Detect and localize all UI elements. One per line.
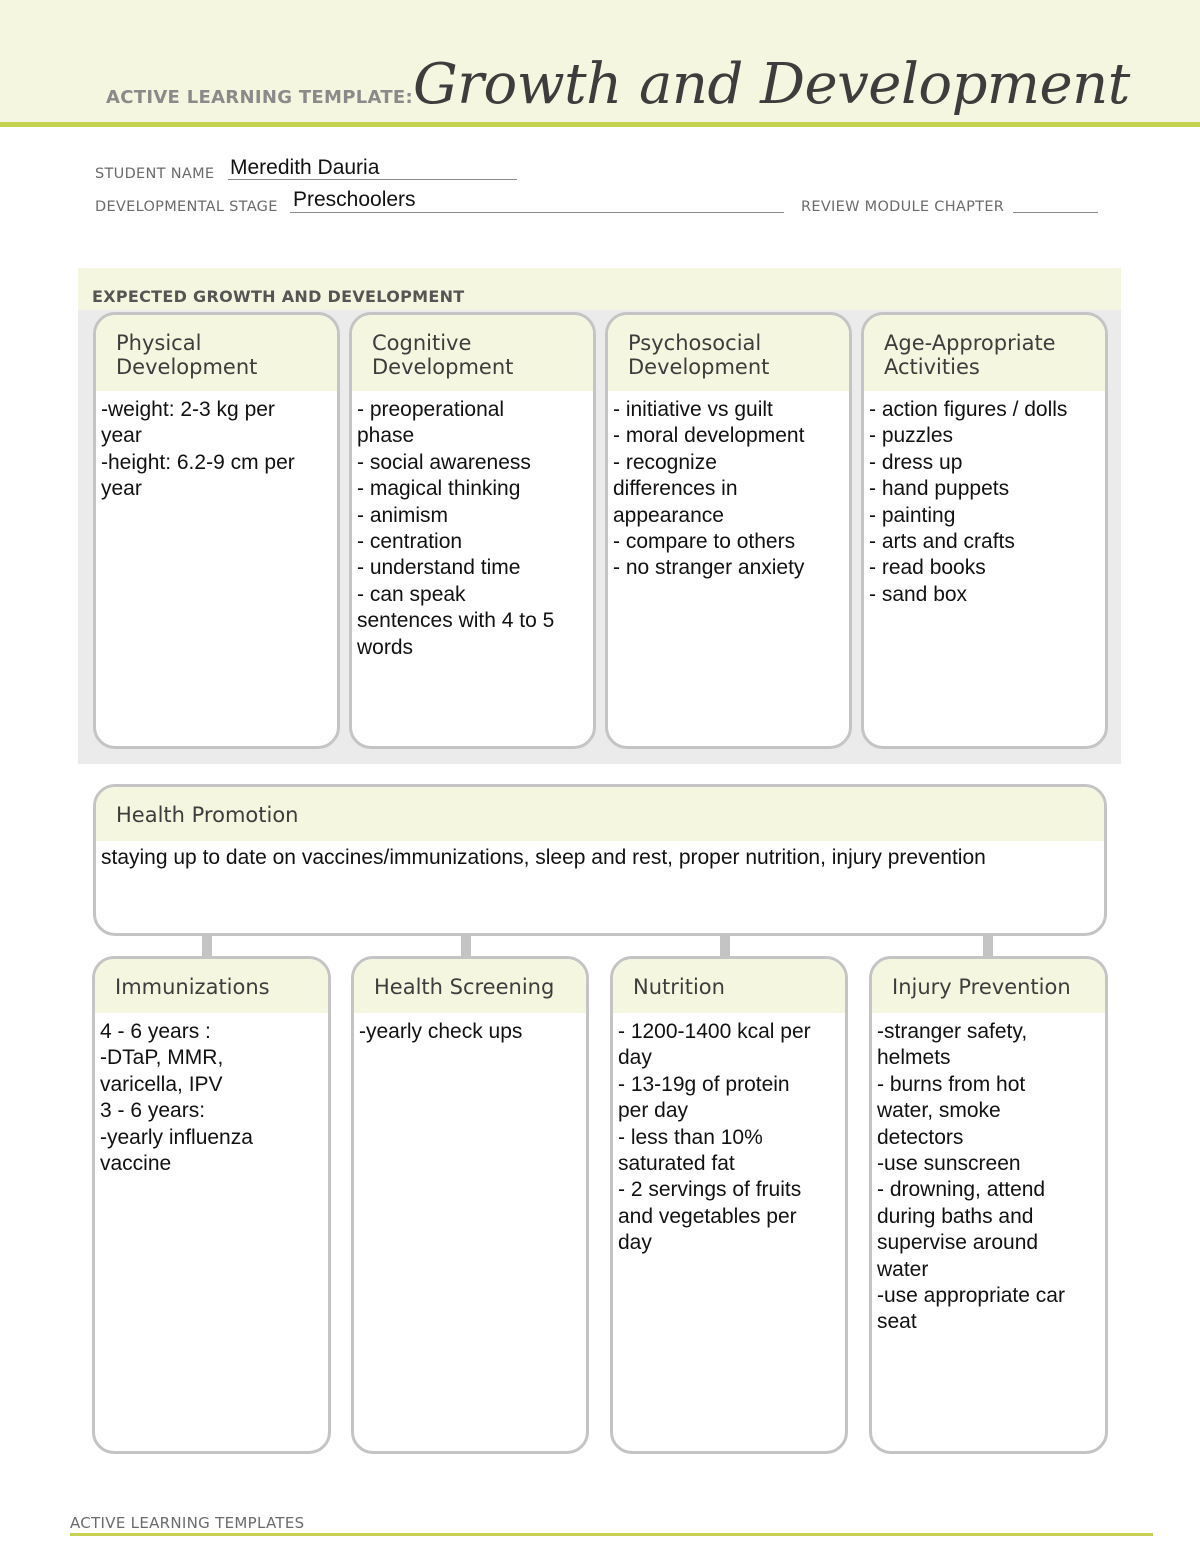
immunizations-box[interactable] <box>92 956 331 1454</box>
physical-development-box[interactable] <box>93 312 340 749</box>
health-screening-box[interactable] <box>351 956 589 1454</box>
nutrition-content[interactable]: - 1200-1400 kcal per day - 13-19g of protein per day - less than 10% saturated fat - 2 servings of fruits and vegetables per day <box>618 1020 811 1255</box>
age-appropriate-activities-box[interactable] <box>861 312 1108 749</box>
student-name-field[interactable]: Meredith Dauria <box>230 156 380 179</box>
age-appropriate-activities-content[interactable]: - action figures / dolls - puzzles - dress up - hand puppets - painting - arts and crafts - read books - sand box <box>869 398 1068 606</box>
expected-growth-title: EXPECTED GROWTH AND DEVELOPMENT <box>92 287 465 306</box>
connector-immunizations <box>202 935 212 957</box>
student-name-label: STUDENT NAME <box>95 166 215 182</box>
header-rule <box>0 122 1200 127</box>
immunizations-title: Immunizations <box>95 959 328 1013</box>
nutrition-box[interactable] <box>610 956 848 1454</box>
cognitive-development-title: Cognitive Development <box>352 315 593 391</box>
developmental-stage-line <box>290 212 784 213</box>
health-promotion-title: Health Promotion <box>96 787 1104 841</box>
health-promotion-content[interactable]: staying up to date on vaccines/immunizations, sleep and rest, proper nutrition, injury prevention <box>101 846 986 869</box>
template-label: ACTIVE LEARNING TEMPLATE: <box>106 87 413 108</box>
developmental-stage-field[interactable]: Preschoolers <box>293 188 416 211</box>
cognitive-development-box[interactable] <box>349 312 596 749</box>
injury-prevention-content[interactable]: -stranger safety, helmets - burns from hot water, smoke detectors -use sunscreen - drowning, attend during baths and supervise around water -use appropriate car seat <box>877 1020 1065 1334</box>
footer-label: ACTIVE LEARNING TEMPLATES <box>70 1514 305 1532</box>
nutrition-title: Nutrition <box>613 959 845 1013</box>
connector-injury-prevention <box>983 935 993 957</box>
review-module-chapter-field[interactable] <box>1013 212 1098 213</box>
psychosocial-development-content[interactable]: - initiative vs guilt - moral development - recognize differences in appearance - compare to others - no stranger anxiety <box>613 398 805 580</box>
connector-health-screening <box>461 935 471 957</box>
template-title: Growth and Development <box>413 52 1130 117</box>
health-promotion-box[interactable] <box>93 784 1107 936</box>
review-module-chapter-label: REVIEW MODULE CHAPTER <box>801 199 1005 215</box>
connector-nutrition <box>720 935 730 957</box>
health-screening-content[interactable]: -yearly check ups <box>359 1020 523 1043</box>
psychosocial-development-title: Psychosocial Development <box>608 315 849 391</box>
physical-development-content[interactable]: -weight: 2-3 kg per year -height: 6.2-9 cm per year <box>101 398 295 501</box>
footer-rule <box>70 1533 1153 1536</box>
cognitive-development-content[interactable]: - preoperational phase - social awareness - magical thinking - animism - centration - understand time - can speak sentences with 4 to 5 words <box>357 398 555 659</box>
age-appropriate-activities-title: Age-Appropriate Activities <box>864 315 1105 391</box>
immunizations-content[interactable]: 4 - 6 years : -DTaP, MMR, varicella, IPV 3 - 6 years: -yearly influenza vaccine <box>100 1020 253 1176</box>
physical-development-title: Physical Development <box>96 315 337 391</box>
developmental-stage-label: DEVELOPMENTAL STAGE <box>95 199 278 215</box>
psychosocial-development-box[interactable] <box>605 312 852 749</box>
injury-prevention-box[interactable] <box>869 956 1108 1454</box>
health-screening-title: Health Screening <box>354 959 586 1013</box>
injury-prevention-title: Injury Prevention <box>872 959 1105 1013</box>
